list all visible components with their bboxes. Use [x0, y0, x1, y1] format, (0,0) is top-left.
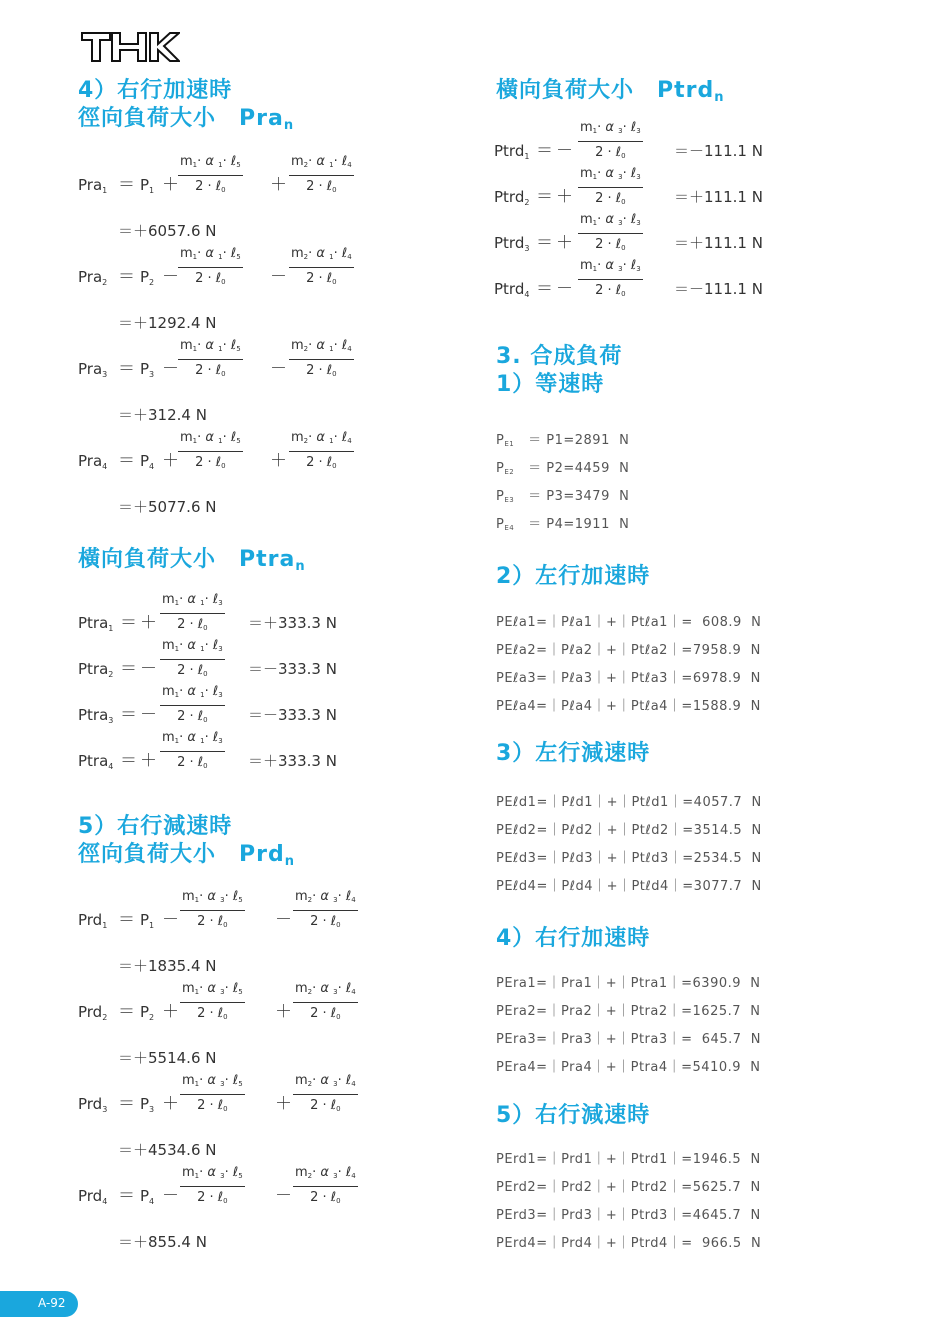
equals-sign: ＝: [118, 451, 135, 471]
combined-load-line: PEℓd4=｜Pℓd4｜+｜Ptℓd4｜=3077.7 N: [496, 879, 762, 894]
result: ＝－111.1 N: [674, 142, 763, 160]
fraction-1: $m_1\cdot \alpha$ $_3$· ℓ$_5$ 2 · ℓ$_0$: [182, 889, 243, 929]
page-number: A-92: [38, 1296, 66, 1310]
fraction: $m_1\cdot \alpha$ $_3$· ℓ$_3$ 2 · ℓ$_0$: [580, 258, 641, 298]
p-term: $P_4$: [140, 1187, 155, 1206]
combined-load-line: PEℓa4=｜Pℓa4｜+｜Ptℓa4｜=1588.9 N: [496, 699, 761, 714]
operator: ＋: [162, 451, 179, 471]
result: ＝＋855.4 N: [118, 1233, 207, 1251]
p-term: $P_2$: [140, 1003, 155, 1022]
combined-load-line: PErd4=｜Prd4｜+｜Ptrd4｜= 966.5 N: [496, 1236, 762, 1251]
fraction-1: $m_1\cdot \alpha$ $_1$· ℓ$_5$ 2 · ℓ$_0$: [180, 154, 241, 194]
result: ＝－333.3 N: [248, 706, 337, 724]
fraction-2: $m_2\cdot \alpha$ $_1$· ℓ$_4$ 2 · ℓ$_0$: [291, 246, 352, 286]
eq-label: Ptra$_2$: [78, 660, 114, 679]
equals-sign: ＝: [536, 187, 553, 207]
operator: －: [162, 359, 179, 379]
result: ＝＋111.1 N: [674, 234, 763, 252]
result: ＝＋4534.6 N: [118, 1141, 217, 1159]
section-title-left-accel: 2）左行加速時: [496, 564, 651, 589]
eq-label: Ptra$_4$: [78, 752, 114, 771]
eq-label: Pra$_3$: [78, 360, 108, 379]
eq-label: Ptrd$_2$: [494, 188, 530, 207]
equals-sign: ＝: [118, 1186, 135, 1206]
fraction: $m_1\cdot \alpha$ $_1$· ℓ$_3$ 2 · ℓ$_0$: [162, 684, 223, 724]
fraction-2: $m_2\cdot \alpha$ $_1$· ℓ$_4$ 2 · ℓ$_0$: [291, 338, 352, 378]
operator: ＋: [270, 451, 287, 471]
combined-load-line: PEℓd1=｜Pℓd1｜+｜Ptℓd1｜=4057.7 N: [496, 795, 762, 810]
operator: －: [270, 267, 287, 287]
equals-sign: ＝: [120, 751, 137, 771]
eq-label: Prd$_1$: [78, 911, 108, 930]
combined-load-line: PEℓd3=｜Pℓd3｜+｜Ptℓd3｜=2534.5 N: [496, 851, 762, 866]
result: ＝＋312.4 N: [118, 406, 207, 424]
section-title-prd: 徑向負荷大小 Prd$_n$: [78, 842, 295, 869]
equals-sign: ＝: [120, 613, 137, 633]
fraction-1: $m_1\cdot \alpha$ $_3$· ℓ$_5$ 2 · ℓ$_0$: [182, 981, 243, 1021]
operator: －: [270, 359, 287, 379]
result: ＝－333.3 N: [248, 660, 337, 678]
combined-load-line: PEℓa2=｜Pℓa2｜+｜Ptℓa2｜=7958.9 N: [496, 643, 761, 658]
p-term: $P_3$: [140, 1095, 155, 1114]
result: ＝－111.1 N: [674, 280, 763, 298]
fraction-1: $m_1\cdot \alpha$ $_3$· ℓ$_5$ 2 · ℓ$_0$: [182, 1073, 243, 1113]
section-title-pra: 徑向負荷大小 Pra$_n$: [78, 106, 295, 133]
result: ＝＋6057.6 N: [118, 222, 217, 240]
fraction: $m_1\cdot \alpha$ $_1$· ℓ$_3$ 2 · ℓ$_0$: [162, 592, 223, 632]
fraction-2: $m_2\cdot \alpha$ $_1$· ℓ$_4$ 2 · ℓ$_0$: [291, 154, 352, 194]
p-term: $P_3$: [140, 360, 155, 379]
operator: ＋: [162, 1094, 179, 1114]
eq-label: Ptrd$_4$: [494, 280, 530, 299]
result: ＝＋5514.6 N: [118, 1049, 217, 1067]
result: ＝＋333.3 N: [248, 752, 337, 770]
equals-sign: ＝: [118, 175, 135, 195]
combined-load-line: PErd1=｜Prd1｜+｜Ptrd1｜=1946.5 N: [496, 1152, 761, 1167]
eq-label: Prd$_4$: [78, 1187, 108, 1206]
operator: －: [275, 1186, 292, 1206]
combined-load-line: PEra2=｜Pra2｜+｜Ptra2｜=1625.7 N: [496, 1004, 761, 1019]
fraction-1: $m_1\cdot \alpha$ $_1$· ℓ$_5$ 2 · ℓ$_0$: [180, 430, 241, 470]
pe-line: $P_{E3} = P3=3479$ N: [496, 489, 630, 504]
eq-label: Ptrd$_3$: [494, 234, 530, 253]
equals-sign: ＝: [118, 1002, 135, 1022]
operator: －: [162, 910, 179, 930]
combined-load-line: PEℓd2=｜Pℓd2｜+｜Ptℓd2｜=3514.5 N: [496, 823, 762, 838]
fraction-2: $m_2\cdot \alpha$ $_1$· ℓ$_4$ 2 · ℓ$_0$: [291, 430, 352, 470]
result: ＝＋5077.6 N: [118, 498, 217, 516]
eq-label: Ptrd$_1$: [494, 142, 530, 161]
operator: ＋: [162, 1002, 179, 1022]
fraction: $m_1\cdot \alpha$ $_1$· ℓ$_3$ 2 · ℓ$_0$: [162, 730, 223, 770]
pe-line: $P_{E1} = P1=2891$ N: [496, 433, 630, 448]
equals-sign: ＝: [120, 659, 137, 679]
eq-label: Ptra$_1$: [78, 614, 114, 633]
section-title-combined-load: 3. 合成負荷: [496, 344, 623, 369]
section-title-ptrd: 橫向負荷大小 Ptrd$_n$: [496, 78, 725, 105]
p-term: $P_2$: [140, 268, 155, 287]
eq-label: Ptra$_3$: [78, 706, 114, 725]
sign: ＋: [556, 187, 573, 207]
sign: －: [556, 141, 573, 161]
section-title-right-decel: 5）右行減速時: [78, 814, 233, 839]
sign: －: [556, 279, 573, 299]
equals-sign: ＝: [118, 1094, 135, 1114]
combined-load-line: PEℓa1=｜Pℓa1｜+｜Ptℓa1｜= 608.9 N: [496, 615, 762, 630]
pe-line: $P_{E2} = P2=4459$ N: [496, 461, 630, 476]
operator: ＋: [275, 1094, 292, 1114]
fraction: $m_1\cdot \alpha$ $_3$· ℓ$_3$ 2 · ℓ$_0$: [580, 120, 641, 160]
combined-load-line: PEℓa3=｜Pℓa3｜+｜Ptℓa3｜=6978.9 N: [496, 671, 761, 686]
combined-load-line: PErd2=｜Prd2｜+｜Ptrd2｜=5625.7 N: [496, 1180, 761, 1195]
result: ＝＋111.1 N: [674, 188, 763, 206]
result: ＝＋1292.4 N: [118, 314, 217, 332]
operator: －: [162, 1186, 179, 1206]
operator: －: [162, 267, 179, 287]
fraction-1: $m_1\cdot \alpha$ $_3$· ℓ$_5$ 2 · ℓ$_0$: [182, 1165, 243, 1205]
section-title-right-decel-2: 5）右行減速時: [496, 1103, 651, 1128]
section-title-ptra: 橫向負荷大小 Ptra$_n$: [78, 547, 306, 574]
fraction: $m_1\cdot \alpha$ $_1$· ℓ$_3$ 2 · ℓ$_0$: [162, 638, 223, 678]
combined-load-line: PEra4=｜Pra4｜+｜Ptra4｜=5410.9 N: [496, 1060, 761, 1075]
sign: ＋: [140, 751, 157, 771]
operator: ＋: [270, 175, 287, 195]
section-title-left-decel: 3）左行減速時: [496, 741, 651, 766]
result: ＝＋1835.4 N: [118, 957, 217, 975]
eq-label: Pra$_2$: [78, 268, 108, 287]
equals-sign: ＝: [118, 910, 135, 930]
section-title-constant-speed: 1）等速時: [496, 372, 605, 397]
eq-label: Pra$_1$: [78, 176, 108, 195]
result: ＝＋333.3 N: [248, 614, 337, 632]
eq-label: Pra$_4$: [78, 452, 108, 471]
fraction-2: $m_2\cdot \alpha$ $_3$· ℓ$_4$ 2 · ℓ$_0$: [295, 981, 356, 1021]
fraction: $m_1\cdot \alpha$ $_3$· ℓ$_3$ 2 · ℓ$_0$: [580, 166, 641, 206]
eq-label: Prd$_3$: [78, 1095, 108, 1114]
fraction-2: $m_2\cdot \alpha$ $_3$· ℓ$_4$ 2 · ℓ$_0$: [295, 889, 356, 929]
section-title-right-accel-2: 4）右行加速時: [496, 926, 651, 951]
equals-sign: ＝: [536, 279, 553, 299]
equals-sign: ＝: [120, 705, 137, 725]
equals-sign: ＝: [118, 359, 135, 379]
section-title-right-accel: 4）右行加速時: [78, 78, 233, 103]
sign: ＋: [556, 233, 573, 253]
p-term: $P_4$: [140, 452, 155, 471]
equals-sign: ＝: [118, 267, 135, 287]
operator: ＋: [275, 1002, 292, 1022]
sign: －: [140, 659, 157, 679]
p-term: $P_1$: [140, 911, 155, 930]
combined-load-line: PErd3=｜Prd3｜+｜Ptrd3｜=4645.7 N: [496, 1208, 761, 1223]
pe-line: $P_{E4} = P4=1911$ N: [496, 517, 630, 532]
fraction-1: $m_1\cdot \alpha$ $_1$· ℓ$_5$ 2 · ℓ$_0$: [180, 246, 241, 286]
equals-sign: ＝: [536, 141, 553, 161]
thk-logo: [80, 30, 180, 64]
eq-label: Prd$_2$: [78, 1003, 108, 1022]
sign: ＋: [140, 613, 157, 633]
page-number-badge: [0, 1291, 78, 1317]
fraction-2: $m_2\cdot \alpha$ $_3$· ℓ$_4$ 2 · ℓ$_0$: [295, 1165, 356, 1205]
fraction-1: $m_1\cdot \alpha$ $_1$· ℓ$_5$ 2 · ℓ$_0$: [180, 338, 241, 378]
fraction: $m_1\cdot \alpha$ $_3$· ℓ$_3$ 2 · ℓ$_0$: [580, 212, 641, 252]
combined-load-line: PEra3=｜Pra3｜+｜Ptra3｜= 645.7 N: [496, 1032, 761, 1047]
combined-load-line: PEra1=｜Pra1｜+｜Ptra1｜=6390.9 N: [496, 976, 761, 991]
operator: －: [275, 910, 292, 930]
equals-sign: ＝: [536, 233, 553, 253]
p-term: $P_1$: [140, 176, 155, 195]
sign: －: [140, 705, 157, 725]
fraction-2: $m_2\cdot \alpha$ $_3$· ℓ$_4$ 2 · ℓ$_0$: [295, 1073, 356, 1113]
operator: ＋: [162, 175, 179, 195]
